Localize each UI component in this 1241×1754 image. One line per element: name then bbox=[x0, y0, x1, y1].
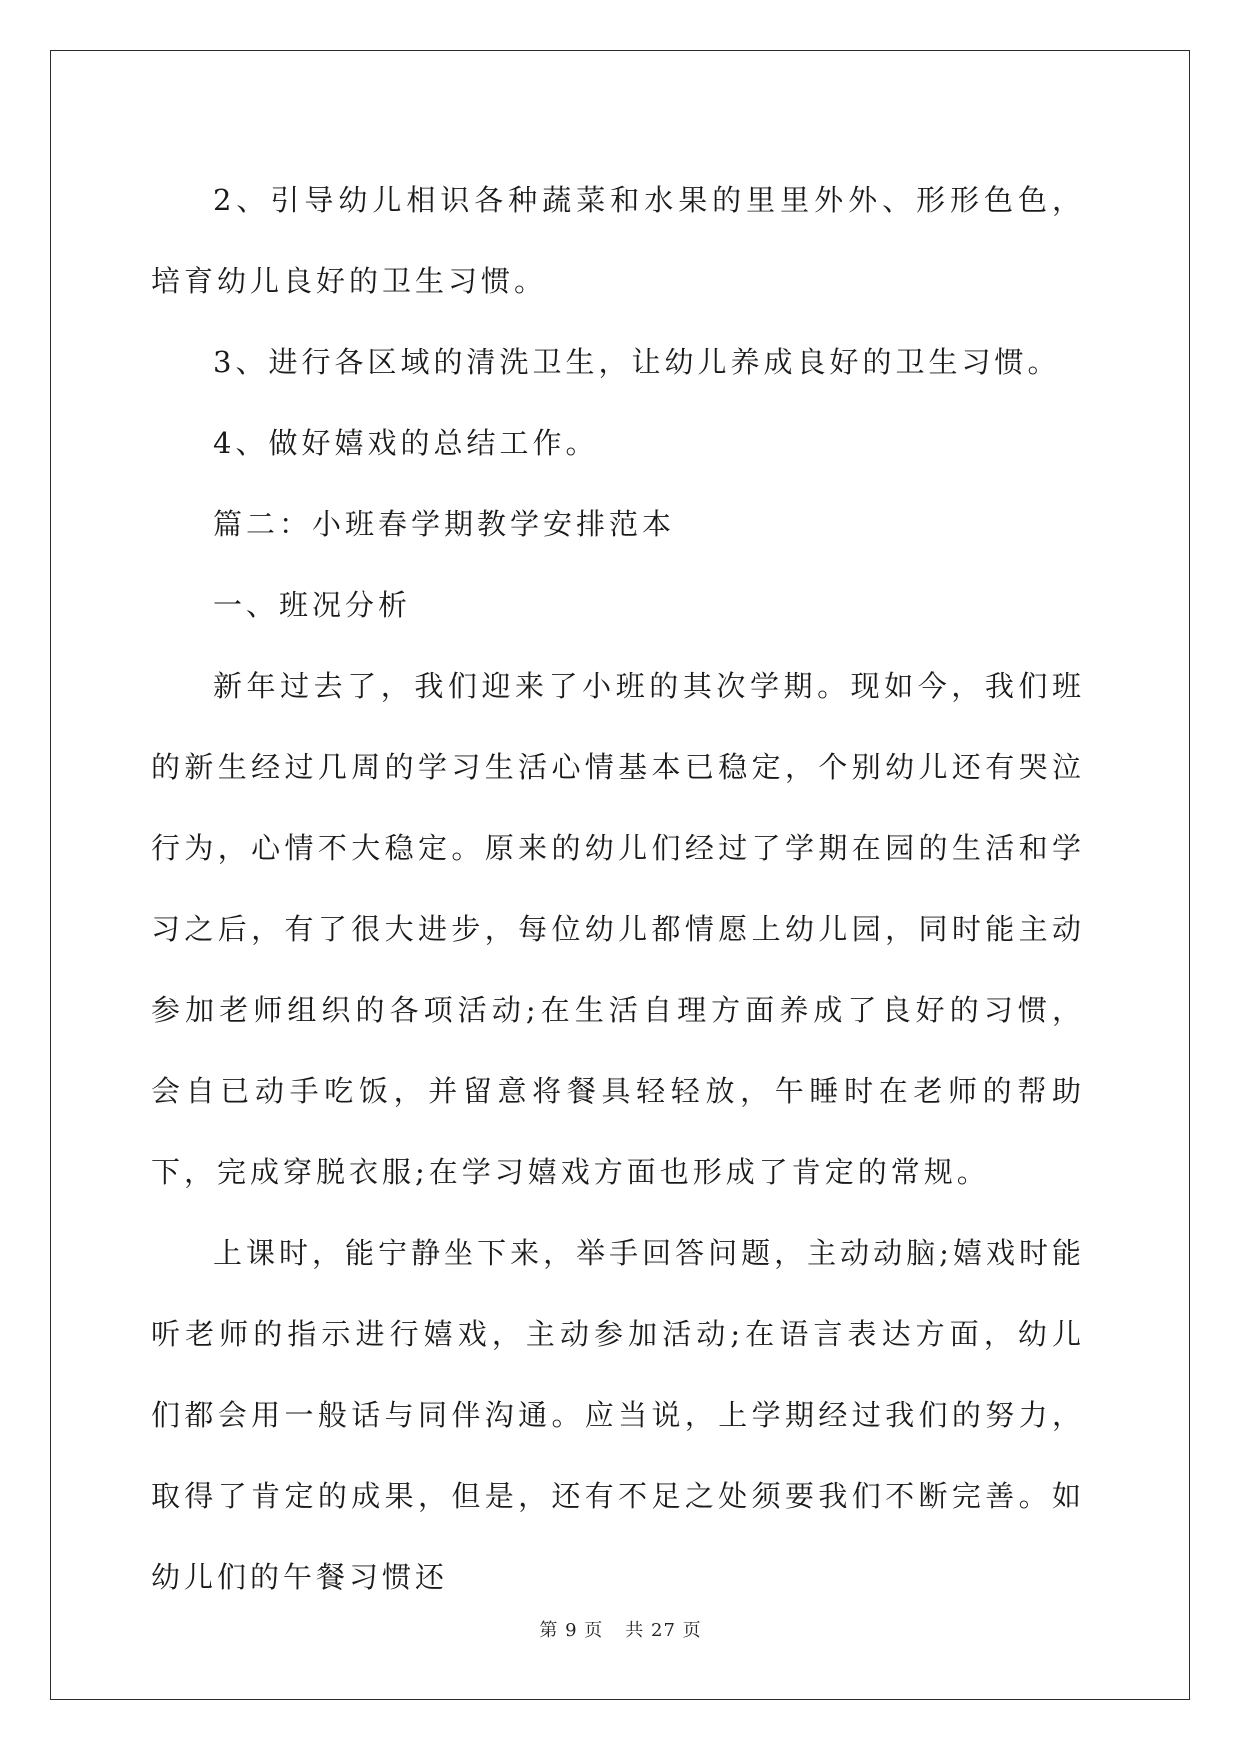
page-total: 共 27 页 bbox=[625, 1620, 702, 1641]
document-body bbox=[151, 160, 1085, 1618]
paragraph-item-4: 4、做好嬉戏的总结工作。 bbox=[213, 426, 599, 460]
page-number: 第 9 页 bbox=[539, 1620, 604, 1641]
section-heading: 篇二：小班春学期教学安排范本 bbox=[213, 507, 676, 541]
page-footer bbox=[0, 1616, 1241, 1642]
body-paragraph: 新年过去了，我们迎来了小班的其次学期。现如今，我们班的新生经过几周的学习生活心情基本已稳定，个别幼儿还有哭泣行为，心情不大稳定。原来的幼儿们经过了学期在园的生活和学习之后，有了很大进步，每位幼儿都情愿上幼儿园，同时能主动参加老师组织的各项活动;在生活自理方面养成了良好的习惯，会自已动手吃饭，并留意将餐具轻轻放，午睡时在老师的帮助下，完成穿脱衣服;在学习嬉戏方面也形成了肯定的常规。 bbox=[151, 669, 1085, 1189]
body-paragraph: 上课时，能宁静坐下来，举手回答问题，主动动脑;嬉戏时能听老师的指示进行嬉戏，主动参加活动;在语言表达方面，幼儿们都会用一般话与同伴沟通。应当说，上学期经过我们的努力，取得了肯定的成果，但是，还有不足之处须要我们不断完善。如幼儿们的午餐习惯还 bbox=[151, 1236, 1085, 1594]
paragraph-item-3: 3、进行各区域的清洗卫生，让幼儿养成良好的卫生习惯。 bbox=[213, 345, 1061, 379]
paragraph-item-2: 2、引导幼儿相识各种蔬菜和水果的里里外外、形形色色，培育幼儿良好的卫生习惯。 bbox=[151, 183, 1085, 298]
subsection-heading: 一、班况分析 bbox=[213, 588, 412, 622]
